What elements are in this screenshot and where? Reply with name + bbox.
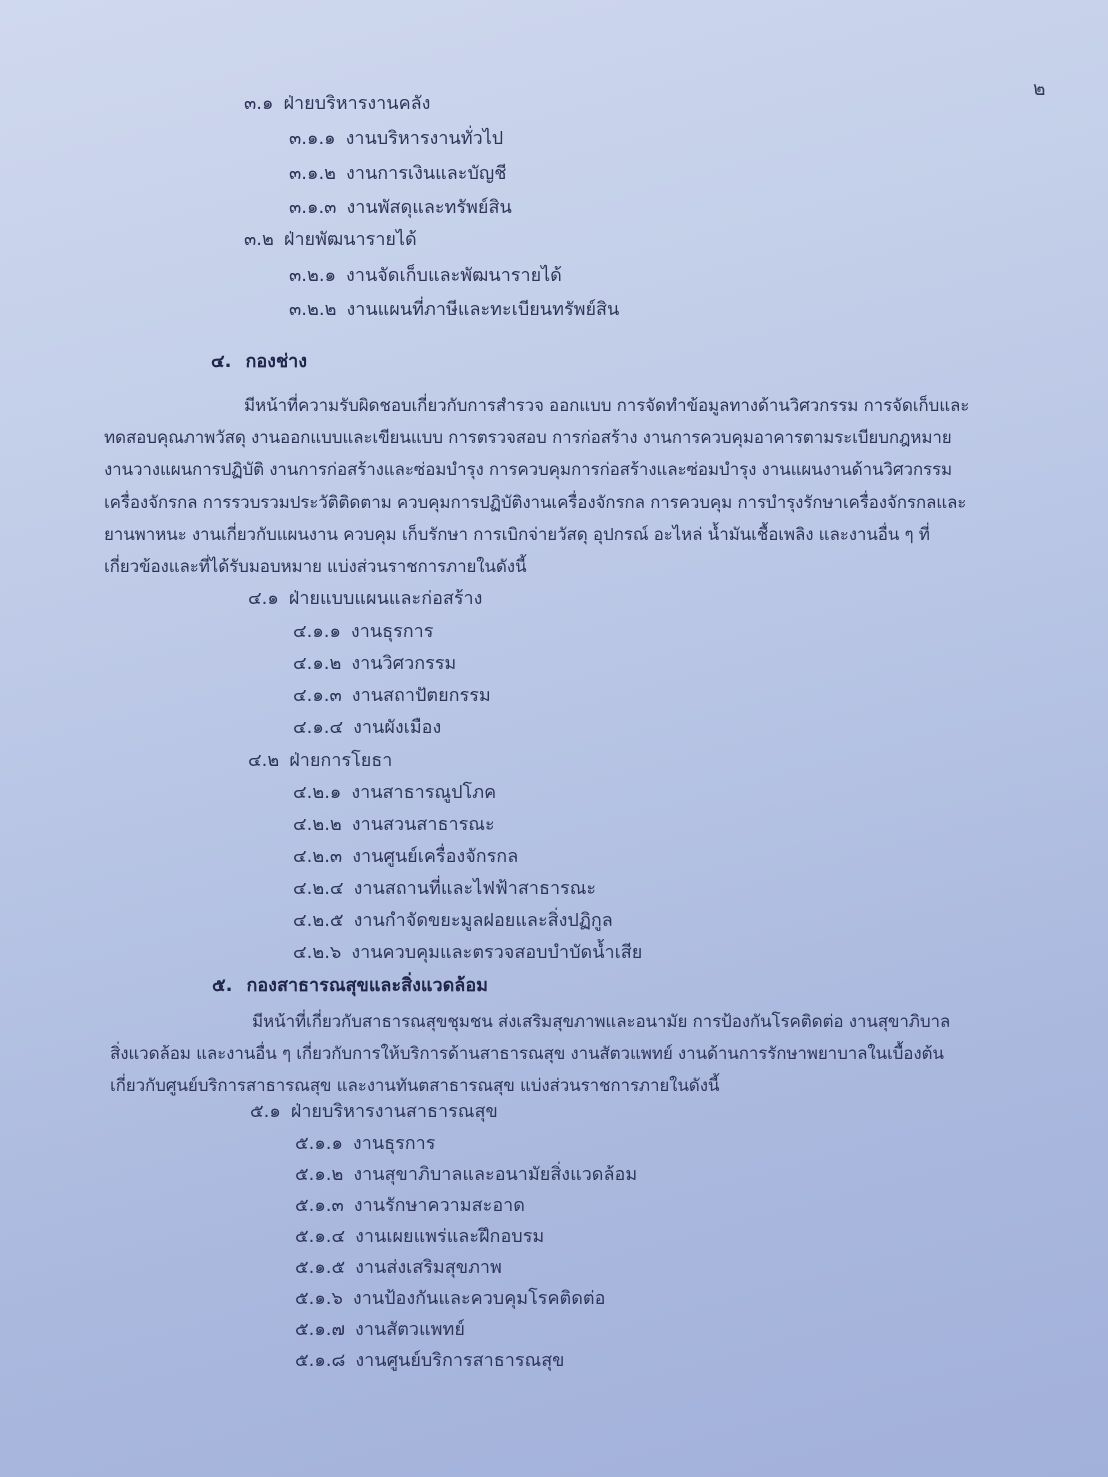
page-number: ๒ [1033,78,1046,100]
list-item [295,1225,544,1249]
item-number: ๕.๑.๒ [295,1164,344,1185]
item-text: งานแผนที่ภาษีและทะเบียนทรัพย์สิน [346,299,620,320]
list-item [295,1132,435,1156]
item-text: งานสัตวแพทย์ [355,1319,465,1340]
item-number: ๕.๑.๔ [295,1226,346,1247]
item-number: ๔.๑.๑ [293,621,341,642]
item-text: งานบริหารงานทั่วไป [345,128,504,149]
item-text: งานธุรการ [350,621,434,642]
list-item [289,127,503,151]
item-number: ๕.๑.๑ [295,1133,343,1154]
item-number: ๓.๑.๑ [289,128,336,149]
item-text: งานส่งเสริมสุขภาพ [355,1257,502,1278]
item-number: ๕.๑.๕ [295,1257,346,1278]
list-item [293,909,613,933]
subsection-title: ฝ่ายการโยธา [289,750,393,771]
subsection-title: ฝ่ายบริหารงานคลัง [283,93,431,114]
item-number: ๕.๑.๗ [295,1319,346,1340]
paragraph-line: สิ่งแวดล้อม และงานอื่น ๆ เกี่ยวกับการให้บริการด้านสาธารณสุข งานสัตวแพทย์ งานด้านการรักษาพยาบาลในเบื้องต้น [110,1044,944,1065]
list-item [293,813,495,837]
item-number: ๓.๑.๒ [289,163,337,184]
item-number: ๕.๑.๘ [295,1350,346,1371]
list-item [289,196,512,220]
list-item [293,652,456,676]
item-number: ๓.๑.๓ [289,197,337,218]
list-item [293,684,491,708]
list-item [293,716,441,740]
item-text: งานสถานที่และไฟฟ้าสาธารณะ [353,878,597,899]
paragraph-line: ยานพาหนะ งานเกี่ยวกับแผนงาน ควบคุม เก็บรักษา การเบิกจ่ายวัสดุ อุปกรณ์ อะไหล่ น้ำมันเชื้อเพลิง และงานอื่น ๆ ที่ [104,524,930,545]
item-number: ๓.๒.๑ [289,265,337,286]
subsection-number: ๕.๑ [250,1101,281,1122]
item-number: ๔.๑.๓ [293,685,342,706]
section-number: ๕. [212,975,233,996]
item-text: งานเผยแพร่และฝึกอบรม [355,1226,545,1247]
item-number: ๔.๒.๔ [293,878,344,899]
item-number: ๔.๒.๒ [293,814,342,835]
subsection-heading-5-1 [250,1100,498,1124]
item-text: งานป้องกันและควบคุมโรคติดต่อ [352,1288,606,1309]
item-number: ๔.๒.๕ [293,910,344,931]
item-text: งานสวนสาธารณะ [351,814,495,835]
list-item [293,620,433,644]
section-title: กองช่าง [245,351,308,372]
list-item [295,1287,605,1311]
list-item [293,781,496,805]
subsection-number: ๔.๑ [248,588,279,609]
item-number: ๓.๒.๒ [289,299,337,320]
subsection-heading-4-2 [248,749,392,773]
list-item [289,298,619,322]
list-item [289,162,506,186]
paragraph-line: ทดสอบคุณภาพวัสดุ งานออกแบบและเขียนแบบ การตรวจสอบ การก่อสร้าง งานการควบคุมอาคารตามระเบียบกฎหมาย [104,428,952,449]
section-4-paragraph [104,390,1048,583]
item-number: ๕.๑.๓ [295,1195,344,1216]
section-5-paragraph [110,1006,1040,1103]
subsection-number: ๓.๒ [244,229,274,250]
item-number: ๔.๑.๒ [293,653,342,674]
section-heading-5 [212,974,488,998]
section-title: กองสาธารณสุขและสิ่งแวดล้อม [246,975,488,996]
paragraph-line: งานวางแผนการปฏิบัติ งานการก่อสร้างและซ่อมบำรุง การควบคุมการก่อสร้างและซ่อมบำรุง งานแผนงานด้านวิศวกรรม [104,460,953,481]
list-item [293,845,518,869]
item-number: ๔.๑.๔ [293,717,344,738]
list-item [293,941,642,965]
item-text: งานรักษาความสะอาด [353,1195,525,1216]
item-text: งานศูนย์บริการสาธารณสุข [355,1350,565,1371]
subsection-heading-4-1 [248,587,482,611]
section-heading-4 [211,350,307,374]
list-item [295,1256,502,1280]
list-item [293,877,596,901]
item-text: งานการเงินและบัญชี [346,163,507,184]
subsection-number: ๔.๒ [248,750,280,771]
list-item [295,1318,465,1342]
paragraph-line: มีหน้าที่ความรับผิดชอบเกี่ยวกับการสำรวจ ออกแบบ การจัดทำข้อมูลทางด้านวิศวกรรม การจัดเก็บและ [244,396,970,416]
list-item [295,1194,525,1218]
list-item [289,264,562,288]
item-text: งานธุรการ [352,1133,436,1154]
section-number: ๔. [211,351,232,372]
subsection-title: ฝ่ายบริหารงานสาธารณสุข [290,1101,498,1122]
item-number: ๕.๑.๖ [295,1288,343,1309]
item-text: งานสุขาภิบาลและอนามัยสิ่งแวดล้อม [353,1164,638,1185]
item-number: ๔.๒.๓ [293,846,343,867]
item-number: ๔.๒.๑ [293,782,342,803]
item-text: งานจัดเก็บและพัฒนารายได้ [346,265,562,286]
item-text: งานควบคุมและตรวจสอบบำบัดน้ำเสีย [351,942,643,963]
subsection-title: ฝ่ายแบบแผนและก่อสร้าง [288,588,483,609]
item-text: งานสถาปัตยกรรม [351,685,491,706]
list-item [295,1163,637,1187]
item-number: ๔.๒.๖ [293,942,342,963]
subsection-number: ๓.๑ [244,93,274,114]
item-text: งานพัสดุและทรัพย์สิน [346,197,512,218]
paragraph-line: เกี่ยวข้องและที่ได้รับมอบหมาย แบ่งส่วนราชการภายในดังนี้ [104,557,527,578]
item-text: งานสาธารณูปโภค [351,782,497,803]
item-text: งานผังเมือง [353,717,442,738]
subsection-heading-3-2 [244,228,417,252]
paragraph-line: มีหน้าที่เกี่ยวกับสาธารณสุขชุมชน ส่งเสริมสุขภาพและอนามัย การป้องกันโรคติดต่อ งานสุขาภิบาล [252,1012,951,1032]
item-text: งานศูนย์เครื่องจักรกล [352,846,519,867]
subsection-title: ฝ่ายพัฒนารายได้ [283,229,417,250]
subsection-heading-3-1 [244,92,430,116]
item-text: งานวิศวกรรม [351,653,457,674]
item-text: งานกำจัดขยะมูลฝอยและสิ่งปฏิกูล [353,910,613,931]
list-item [295,1349,564,1373]
paragraph-line: เกี่ยวกับศูนย์บริการสาธารณสุข และงานทันตสาธารณสุข แบ่งส่วนราชการภายในดังนี้ [110,1076,720,1097]
paragraph-line: เครื่องจักรกล การรวบรวมประวัติติดตาม ควบคุมการปฏิบัติงานเครื่องจักรกล การควบคุม การบำรุงรักษาเครื่องจักรกลและ [104,492,967,513]
